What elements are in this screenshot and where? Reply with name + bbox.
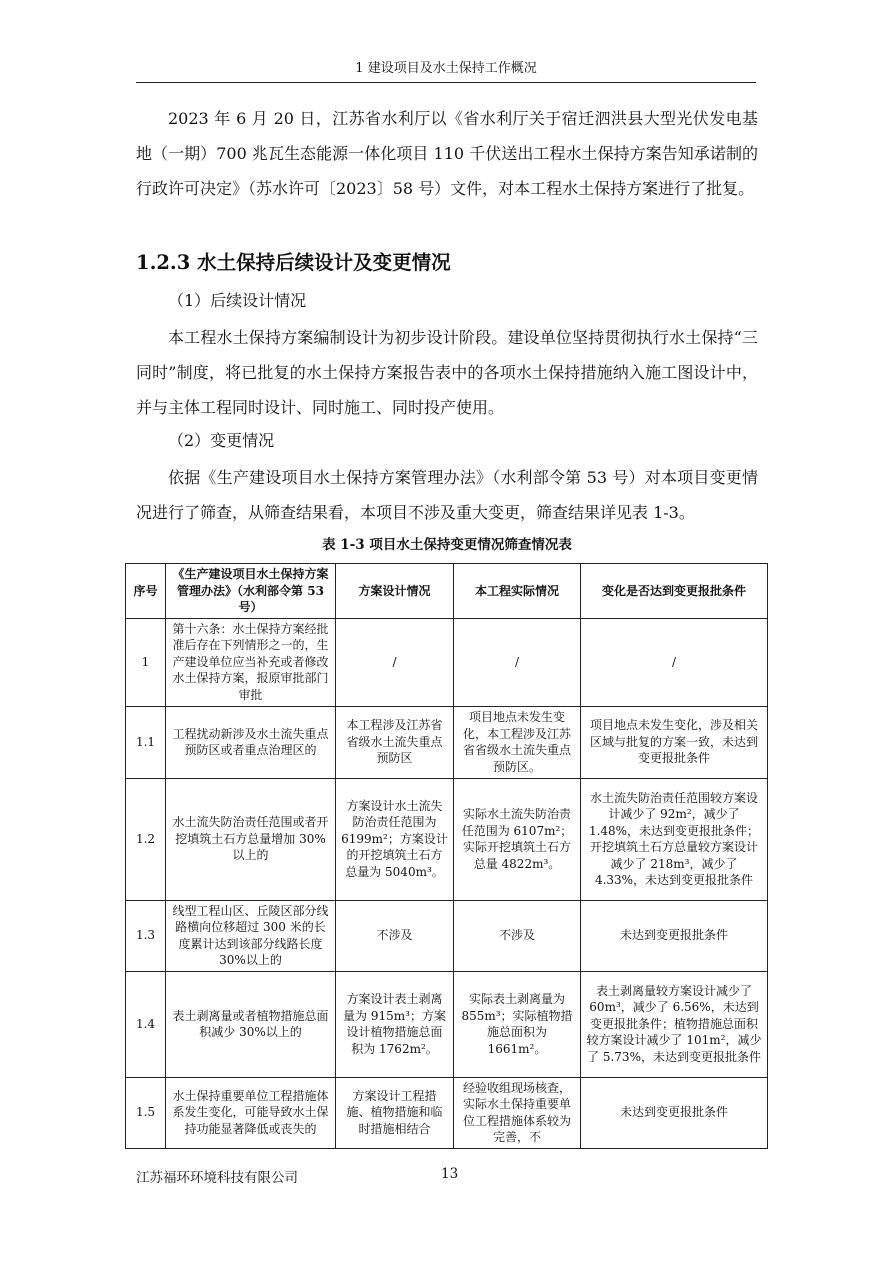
cell-actual: 不涉及 <box>454 900 581 971</box>
cell-actual: 经验收组现场核查，实际水土保持重要单位工程措施体系较为完善，不 <box>454 1077 581 1148</box>
section-heading: 1.2.3 水土保持后续设计及变更情况 <box>136 251 451 274</box>
subsection-followup-design: （1）后续设计情况 <box>168 291 307 310</box>
footer-company: 江苏福环环境科技有限公司 <box>136 1170 298 1186</box>
cell-result: 未达到变更报批条件 <box>581 900 768 971</box>
cell-result: 水土流失防治责任范围较方案设计减少了 92m²，减少了 1.48%，未达到变更报批条件；开挖填筑土石方总量较方案设计减少了 218m³，减少了 4.33%，未达到变更报批条件 <box>581 778 768 900</box>
cell-rule: 线型工程山区、丘陵区部分线路横向位移超过 300 米的长度累计达到该部分线路长度 30%以上的 <box>166 900 336 971</box>
cell-plan: 方案设计表土剥离量为 915m³；方案设计植物措施总面积为 1762m²。 <box>336 971 454 1077</box>
table-row <box>126 618 768 706</box>
paragraph-approval: 2023 年 6 月 20 日，江苏省水利厅以《省水利厅关于宿迁泗洪县大型光伏发电基地（一期）700 兆瓦生态能源一体化项目 110 千伏送出工程水土保持方案告知承诺制的行政许可决定》（苏水许可〔2023〕58 号）文件，对本工程水土保持方案进行了批复。 <box>136 109 758 198</box>
cell-result: 项目地点未发生变化，涉及相关区域与批复的方案一致，未达到变更报批条件 <box>581 706 768 778</box>
cell-result: 未达到变更报批条件 <box>581 1077 768 1148</box>
cell-plan: 本工程涉及江苏省省级水土流失重点预防区 <box>336 706 454 778</box>
cell-actual: 实际表土剥离量为 855m³；实际植物措施总面积为 1661m²。 <box>454 971 581 1077</box>
cell-no: 1.3 <box>126 900 166 971</box>
paragraph-followup-design: 本工程水土保持方案编制设计为初步设计阶段。建设单位坚持贯彻执行水土保持“三同时”制度，将已批复的水土保持方案报告表中的各项水土保持措施纳入施工图设计中，并与主体工程同时设计、同时施工、同时投产使用。 <box>136 328 758 417</box>
cell-no: 1 <box>126 618 166 706</box>
cell-actual: / <box>454 618 581 706</box>
cell-no: 1.5 <box>126 1077 166 1148</box>
cell-result: / <box>581 618 768 706</box>
header-rule: 《生产建设项目水土保持方案管理办法》（水利部令第 53 号） <box>166 564 336 619</box>
header-no: 序号 <box>126 564 166 619</box>
subsection-changes: （2）变更情况 <box>168 431 275 450</box>
paragraph-changes: 依据《生产建设项目水土保持方案管理办法》（水利部令第 53 号）对本项目变更情况进行了筛查，从筛查结果看，本项目不涉及重大变更，筛查结果详见表 1-3。 <box>136 468 758 522</box>
table-row <box>126 900 768 971</box>
cell-rule: 水土流失防治责任范围或者开挖填筑土石方总量增加 30%以上的 <box>166 778 336 900</box>
header-result: 变化是否达到变更报批条件 <box>581 564 768 619</box>
table-caption: 表 1-3 项目水土保持变更情况筛查情况表 <box>322 537 572 553</box>
table-row <box>126 1077 768 1148</box>
cell-no: 1.4 <box>126 971 166 1077</box>
cell-plan: 方案设计工程措施、植物措施和临时措施相结合 <box>336 1077 454 1148</box>
change-screening-table <box>125 563 768 1149</box>
table-row <box>126 971 768 1077</box>
cell-no: 1.2 <box>126 778 166 900</box>
cell-plan: / <box>336 618 454 706</box>
cell-rule: 第十六条：水土保持方案经批准后存在下列情形之一的，生产建设单位应当补充或者修改水土保持方案，报原审批部门审批 <box>166 618 336 706</box>
header-actual: 本工程实际情况 <box>454 564 581 619</box>
cell-plan: 不涉及 <box>336 900 454 971</box>
cell-rule: 表土剥离量或者植物措施总面积减少 30%以上的 <box>166 971 336 1077</box>
cell-result: 表土剥离量较方案设计减少了 60m³，减少了 6.56%，未达到变更报批条件；植物措施总面积较方案设计减少了 101m²，减少了 5.73%，未达到变更报批条件 <box>581 971 768 1077</box>
page-header: 1 建设项目及水土保持工作概况 <box>136 60 756 83</box>
cell-actual: 项目地点未发生变化，本工程涉及江苏省省级水土流失重点预防区。 <box>454 706 581 778</box>
header-plan: 方案设计情况 <box>336 564 454 619</box>
cell-rule: 工程扰动新涉及水土流失重点预防区或者重点治理区的 <box>166 706 336 778</box>
table-row <box>126 778 768 900</box>
cell-actual: 实际水土流失防治责任范围为 6107m²；实际开挖填筑土石方总量 4822m³。 <box>454 778 581 900</box>
cell-rule: 水土保持重要单位工程措施体系发生变化，可能导致水土保持功能显著降低或丧失的 <box>166 1077 336 1148</box>
cell-plan: 方案设计水土流失防治责任范围为 6199m²；方案设计的开挖填筑土石方总量为 5040m³。 <box>336 778 454 900</box>
cell-no: 1.1 <box>126 706 166 778</box>
table-row <box>126 706 768 778</box>
page-number: 13 <box>441 1166 459 1182</box>
